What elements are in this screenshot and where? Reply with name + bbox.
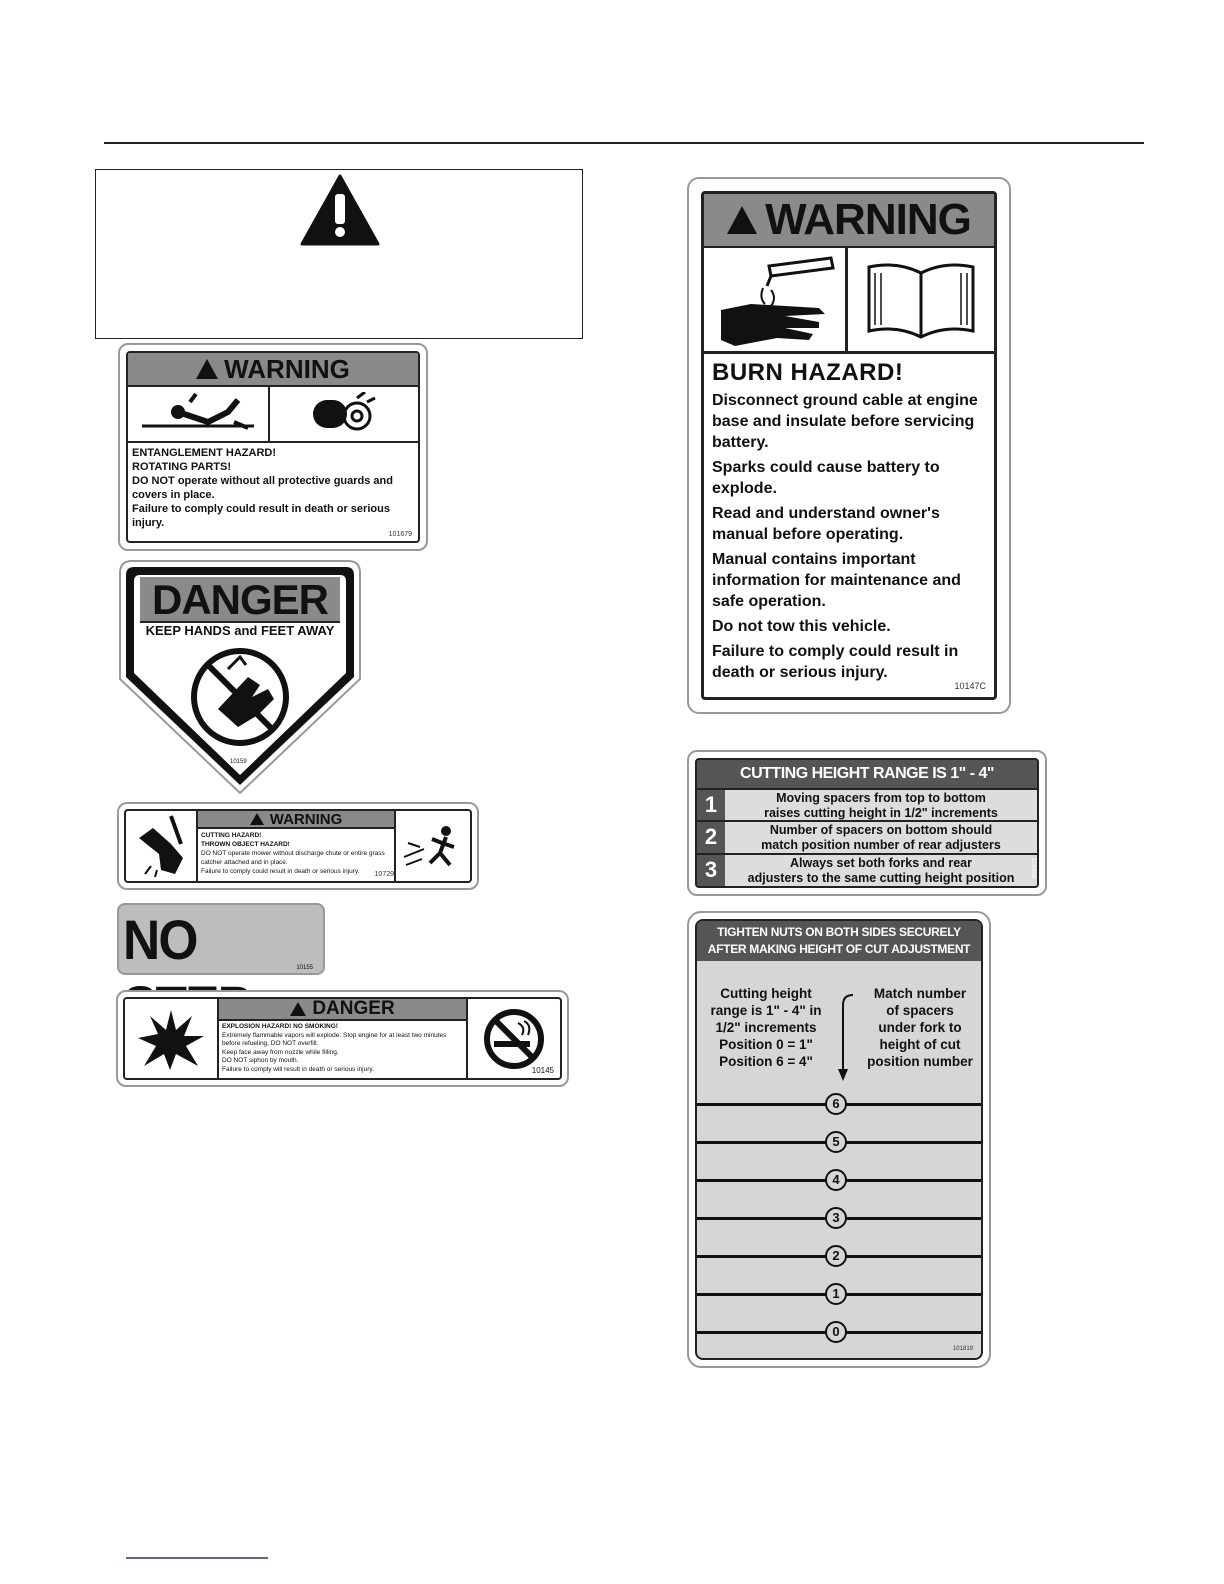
explosion-danger-header: DANGER: [219, 999, 466, 1021]
no-step-decal: [117, 903, 325, 975]
arrow-down-icon: [837, 993, 857, 1085]
pictogram-row: [128, 387, 418, 443]
explosion-danger-decal: [116, 990, 569, 1087]
cutting-height-row: 3 Always set both forks and rear adjusters to the same cutting height position: [697, 853, 1037, 886]
tighten-header: TIGHTEN NUTS ON BOTH SIDES SECURELY AFTER MAKING HEIGHT OF CUT ADJUSTMENT: [697, 921, 981, 961]
cutting-height-row: 1 Moving spacers from top to bottom raises cutting height in 1/2" increments: [697, 788, 1037, 820]
acid-burn-hand-pictogram: [704, 248, 848, 351]
header-rule: [104, 142, 1144, 144]
alert-triangle-icon: [250, 813, 264, 825]
cutting-text: CUTTING HAZARD! THROWN OBJECT HAZARD! DO NOT operate mower without discharge chute or entire grass catcher attached and in place. Failure to comply could result in death or serious injury.: [201, 832, 385, 875]
cutting-height-header: CUTTING HEIGHT RANGE IS 1" - 4": [740, 765, 994, 782]
entanglement-text: ENTANGLEMENT HAZARD! ROTATING PARTS! DO NOT operate without all protective guards and covers in place. Failure to comply could result in death or serious injury.: [132, 447, 393, 529]
cutting-height-code: 101808: [1030, 857, 1036, 878]
danger-subtitle: KEEP HANDS and FEET AWAY: [145, 623, 335, 638]
tighten-right-text: Match number of spacers under fork to height of cut position number: [867, 986, 973, 1069]
rotating-parts-pictogram: [270, 387, 418, 441]
warning-header: WARNING: [128, 353, 418, 387]
burn-text: BURN HAZARD! Disconnect ground cable at engine base and insulate before servicing battery. Sparks could cause battery to explode. Read and understand owner's manual before operating. Manual contains important information for maintenance and safe operation. Do not tow this vehicle. Failure to comply could result in death or serious injury.: [712, 359, 978, 681]
position-row: 2: [697, 1245, 981, 1267]
position-row: 4: [697, 1169, 981, 1191]
safety-alert-icon: [300, 174, 380, 246]
explosion-pictogram: [125, 999, 219, 1078]
danger-code: 10159: [230, 759, 247, 765]
cutting-height-range-decal: [687, 750, 1047, 896]
position-row: 6: [697, 1093, 981, 1115]
cutting-hand-pictogram: [126, 811, 198, 881]
alert-triangle-icon: [196, 359, 218, 379]
entanglement-pictogram: [128, 387, 270, 441]
position-row: 5: [697, 1131, 981, 1153]
thrown-object-pictogram: [396, 811, 470, 881]
burn-hazard-decal: WARNING BURN HAZARD! Disconnect ground cable at engine base and insulate before servicing battery. Sparks could cause battery to explode. Read and understand owner's manual before operating. Manual contains important information for maintenance and safe operation. Do not tow this vehicle. Failure to comply could result in death or serious injury. 10147C: [687, 177, 1011, 714]
danger-title: DANGER: [140, 577, 340, 623]
burn-warning-header: WARNING: [704, 194, 994, 248]
alert-triangle-icon: [727, 206, 757, 234]
alert-triangle-icon: [290, 1002, 306, 1016]
position-row: 3: [697, 1207, 981, 1229]
position-row: 0: [697, 1321, 981, 1343]
cutting-warning-header: WARNING: [198, 811, 394, 829]
no-step-code: 10155: [296, 965, 313, 971]
no-step-text: NO: [123, 908, 197, 971]
no-smoking-pictogram: [468, 999, 560, 1078]
entanglement-warning-decal: WARNING ENTANGLEMENT HAZARD! ROTATING PARTS! DO NOT operate without all protective guards and covers in place. Failure to comply could result in death or serious injury. 101679: [118, 343, 428, 551]
cutting-height-rows: [697, 788, 1037, 886]
read-manual-pictogram: [848, 248, 994, 351]
danger-keep-hands-away-decal: [118, 559, 362, 795]
footer-link[interactable]: [126, 1557, 268, 1559]
safety-alert-box: [95, 169, 583, 339]
tighten-nuts-decal: TIGHTEN NUTS ON BOTH SIDES SECURELY AFTER MAKING HEIGHT OF CUT ADJUSTMENT Cutting height range is 1" - 4" in 1/2" increments Position 0 = 1" Position 6 = 4" Match number of spacers under fork to height of cut position number 6 5 4 3 2 1 0 101819: [687, 911, 991, 1368]
explosion-code: 10145: [531, 1066, 554, 1075]
position-row: 1: [697, 1283, 981, 1305]
burn-pictogram-row: [704, 248, 994, 354]
cutting-height-row: 2 Number of spacers on bottom should match position number of rear adjusters: [697, 820, 1037, 852]
cutting-hazard-decal: WARNING CUTTING HAZARD! THROWN OBJECT HAZARD! DO NOT operate mower without discharge chute or entire grass catcher attached and in place. Failure to comply could result in death or serious injury. 10729: [117, 802, 479, 890]
tighten-left-text: Cutting height range is 1" - 4" in 1/2" increments Position 0 = 1" Position 6 = 4": [710, 986, 822, 1069]
explosion-text: EXPLOSION HAZARD! NO SMOKING! Extremely flammable vapors will explode. Stop engine for at least two minutes before refueling, DO NOT overfill. Keep face away from nozzle while filling. DO NOT siphon by mouth. Failure to comply will result in death or serious injury.: [222, 1023, 447, 1073]
